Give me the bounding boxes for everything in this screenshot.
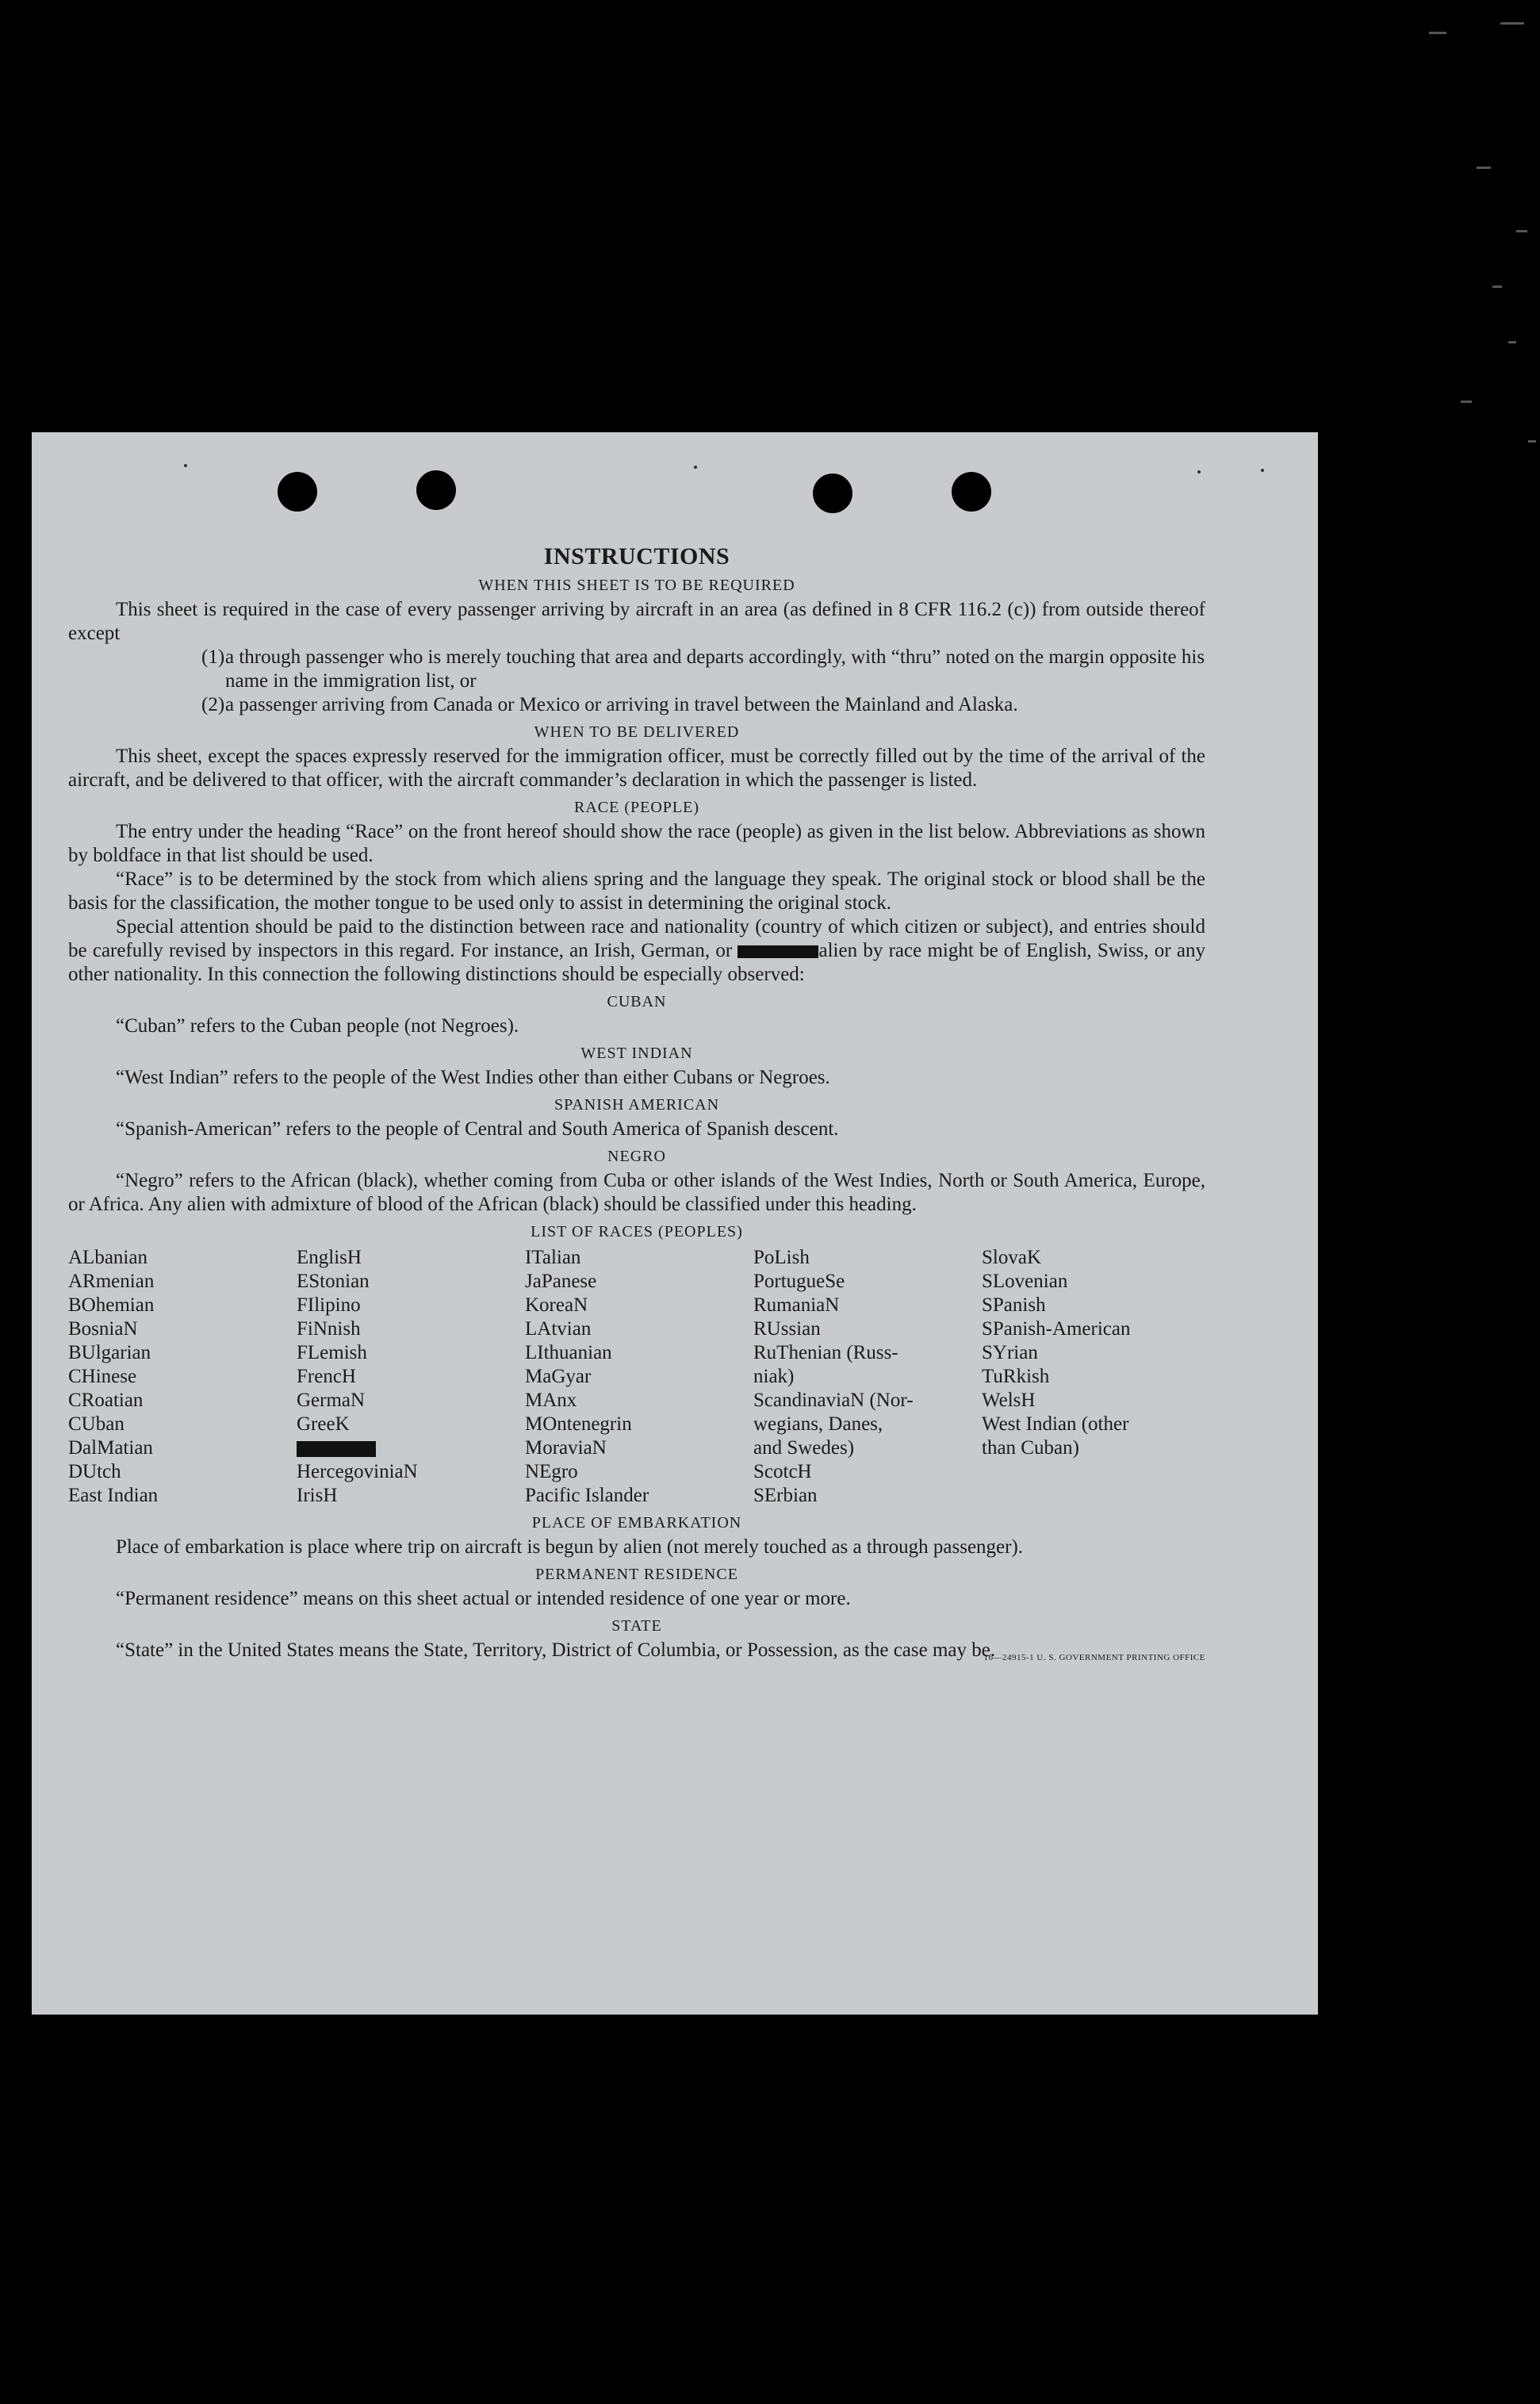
heading-state: STATE: [611, 1617, 662, 1635]
exception-number: (2): [201, 694, 225, 715]
race-entry: DalMatian: [68, 1437, 153, 1459]
race-entry: ALbanian: [68, 1247, 147, 1268]
race-entry: IrisH: [297, 1485, 338, 1506]
exception-item-2: [68, 693, 1205, 717]
race-entry: FIlipino: [297, 1294, 361, 1316]
redaction-mark: [737, 945, 818, 958]
punch-hole: [952, 472, 991, 512]
race-entry: EStonian: [297, 1271, 370, 1292]
race-paragraph-3a: Special attention should be paid to the distinction between race and nationality (country of which citizen or subject), and entries should be carefully revised by inspectors in this regard. For instance, an Irish, German, or: [68, 916, 1205, 961]
races-list: [68, 1246, 1205, 1508]
race-entry: KoreaN: [525, 1294, 588, 1316]
race-entry: RuThenian (Russ- niak): [753, 1342, 898, 1387]
race-entry: SErbian: [753, 1485, 818, 1506]
scan-edge-marks: [1381, 0, 1540, 476]
state-text: “State” in the United States means the State, Territory, District of Columbia, or Possession, as the case may be.: [116, 1639, 996, 1661]
race-paragraph-3b: alien by race might be of English, Swiss, or any other nationality. In this connection the following distinctions should be especially observed:: [68, 940, 1205, 985]
race-paragraph-2: “Race” is to be determined by the stock from which aliens spring and the language they speak. The original stock or blood shall be the basis for the classification, the mother tongue to be used only to assist in determining the original stock.: [68, 868, 1205, 914]
race-entry: JaPanese: [525, 1271, 597, 1292]
race-entry: PoLish: [753, 1247, 810, 1268]
race-entry: BosniaN: [68, 1318, 138, 1340]
exception-text: a passenger arriving from Canada or Mexico or arriving in travel between the Mainland and Alaska.: [225, 694, 1018, 715]
race-entry: SPanish-American: [982, 1318, 1131, 1340]
heading-residence: PERMANENT RESIDENCE: [535, 1566, 738, 1583]
heading-cuban: CUBAN: [607, 993, 667, 1010]
race-entry: GermaN: [297, 1390, 366, 1411]
race-entry: FLemish: [297, 1342, 367, 1363]
race-paragraph-1: The entry under the heading “Race” on the front hereof should show the race (people) as given in the list below. Abbreviations as shown by boldface in that list should be used.: [68, 821, 1205, 866]
race-entry: CHinese: [68, 1366, 137, 1387]
when-required-intro: This sheet is required in the case of every passenger arriving by aircraft in an area (as defined in 8 CFR 116.2 (c)) from outside thereof except: [68, 599, 1205, 644]
punch-hole: [813, 474, 852, 513]
race-entry: FrencH: [297, 1366, 356, 1387]
when-delivered-text: This sheet, except the spaces expressly reserved for the immigration officer, must be correctly filled out by the time of the arrival of the aircraft, and be delivered to that officer, with the aircraft commander’s declaration in which the passenger is listed.: [68, 746, 1205, 791]
punch-holes: [32, 432, 1318, 512]
exception-item-1: [68, 646, 1205, 693]
race-entry: CUban: [68, 1413, 125, 1435]
race-entry: MaGyar: [525, 1366, 592, 1387]
embarkation-text: Place of embarkation is place where trip on aircraft is begun by alien (not merely touched as a through passenger).: [116, 1536, 1024, 1558]
race-entry: RumaniaN: [753, 1294, 840, 1316]
race-entry: FiNnish: [297, 1318, 361, 1340]
race-entry: ITalian: [525, 1247, 581, 1268]
races-column: [297, 1246, 525, 1508]
exception-number: (1): [201, 646, 225, 668]
race-entry: SPanish: [982, 1294, 1046, 1316]
race-entry: West Indian (other than Cuban): [982, 1413, 1129, 1459]
race-entry: ARmenian: [68, 1271, 155, 1292]
race-entry: Pacific Islander: [525, 1485, 649, 1506]
race-entry: BOhemian: [68, 1294, 155, 1316]
punch-hole: [278, 472, 317, 512]
redaction-mark: [297, 1441, 376, 1457]
race-entry: GreeK: [297, 1413, 350, 1435]
races-column: [68, 1246, 297, 1508]
race-entry: MoraviaN: [525, 1437, 607, 1459]
race-entry: ScandinaviaN (Nor- wegians, Danes, and Swedes): [753, 1390, 914, 1459]
spanish-american-text: “Spanish-American” refers to the people of Central and South America of Spanish descent.: [116, 1118, 839, 1140]
race-entry: DUtch: [68, 1461, 121, 1482]
heading-when-required: WHEN THIS SHEET IS TO BE REQUIRED: [478, 577, 795, 594]
punch-hole: [416, 470, 456, 510]
west-indian-text: “West Indian” refers to the people of the West Indies other than either Cubans or Negroes.: [116, 1067, 830, 1088]
race-paragraph-3: [68, 915, 1205, 987]
exception-text: a through passenger who is merely touching that area and departs accordingly, with “thru” noted on the margin opposite his name in the immigration list, or: [225, 646, 1205, 692]
race-entry: TuRkish: [982, 1366, 1050, 1387]
race-entry: LAtvian: [525, 1318, 592, 1340]
race-entry: HercegoviniaN: [297, 1461, 418, 1482]
race-entry: PortugueSe: [753, 1271, 845, 1292]
race-entry: MOntenegrin: [525, 1413, 632, 1435]
negro-text: “Negro” refers to the African (black), whether coming from Cuba or other islands of the West Indies, North or South America, Europe, or Africa. Any alien with admixture of blood of the African (black) should be classified under this heading.: [68, 1170, 1205, 1215]
race-entry: EnglisH: [297, 1247, 362, 1268]
printer-imprint: 16—24915-1 U. S. GOVERNMENT PRINTING OFFICE: [983, 1653, 1205, 1662]
races-column: [982, 1246, 1210, 1508]
race-entry: SlovaK: [982, 1247, 1041, 1268]
race-entry: CRoatian: [68, 1390, 144, 1411]
instruction-sheet: [32, 432, 1318, 2015]
race-entry: NEgro: [525, 1461, 578, 1482]
race-entry: WelsH: [982, 1390, 1036, 1411]
heading-when-delivered: WHEN TO BE DELIVERED: [534, 723, 740, 741]
races-column: [753, 1246, 982, 1508]
race-entry-redacted: [297, 1436, 525, 1460]
race-entry: East Indian: [68, 1485, 159, 1506]
race-entry: MAnx: [525, 1390, 577, 1411]
heading-negro: NEGRO: [607, 1148, 666, 1165]
heading-west-indian: WEST INDIAN: [580, 1045, 693, 1062]
cuban-text: “Cuban” refers to the Cuban people (not Negroes).: [116, 1015, 519, 1037]
race-entry: SYrian: [982, 1342, 1038, 1363]
state-block: [68, 1639, 1205, 1662]
race-entry: SLovenian: [982, 1271, 1068, 1292]
race-entry: RUssian: [753, 1318, 821, 1340]
race-entry: LIthuanian: [525, 1342, 612, 1363]
heading-spanish-american: SPANISH AMERICAN: [554, 1096, 720, 1114]
page-title: INSTRUCTIONS: [543, 543, 730, 569]
races-column: [525, 1246, 753, 1508]
race-entry: BUlgarian: [68, 1342, 151, 1363]
instructions-content: [68, 543, 1205, 1662]
heading-embarkation: PLACE OF EMBARKATION: [531, 1514, 742, 1532]
race-entry: ScotcH: [753, 1461, 812, 1482]
residence-text: “Permanent residence” means on this sheet actual or intended residence of one year or more.: [116, 1588, 851, 1609]
heading-race: RACE (PEOPLE): [574, 799, 699, 816]
heading-list-of-races: LIST OF RACES (PEOPLES): [531, 1223, 743, 1240]
